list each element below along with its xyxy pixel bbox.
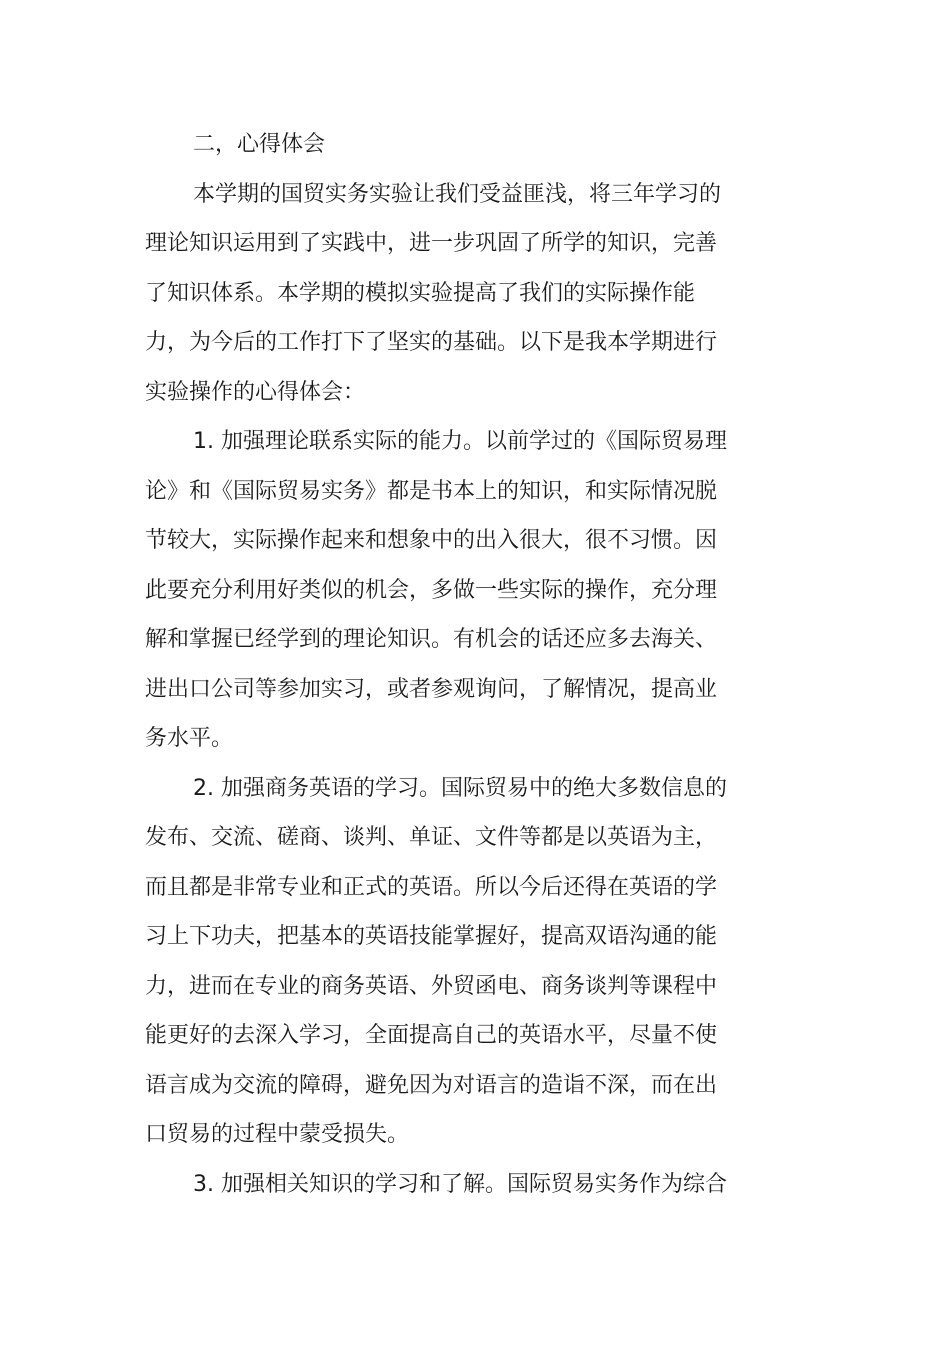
text-line: 能更好的去深入学习，全面提高自己的英语水平，尽量不使 — [145, 1023, 718, 1048]
text-line: 而且都是非常专业和正式的英语。所以今后还得在英语的学 — [145, 874, 718, 900]
text-line: 论》和《国际贸易实务》都是书本上的知识，和实际情况脱 — [145, 478, 718, 504]
text-lines — [145, 170, 755, 1210]
text-line: 实验操作的心得体会： — [145, 379, 366, 405]
text-line: 此要充分利用好类似的机会，多做一些实际的操作，充分理 — [145, 577, 718, 603]
text-line: 2. 加强商务英语的学习。国际贸易中的绝大多数信息的 — [193, 775, 727, 801]
text-line: 1. 加强理论联系实际的能力。以前学过的《国际贸易理 — [193, 429, 727, 454]
text-line: 本学期的国贸实务实验让我们受益匪浅，将三年学习的 — [193, 181, 722, 207]
text-line: 务水平。 — [145, 726, 234, 751]
text-line: 进出口公司等参加实习，或者参观询问，了解情况，提高业 — [145, 676, 718, 702]
text-line: 力，为今后的工作打下了坚实的基础。以下是我本学期进行 — [145, 330, 718, 355]
text-line: 力，进而在专业的商务英语、外贸函电、商务谈判等课程中 — [145, 973, 718, 999]
text-line: 节较大，实际操作起来和想象中的出入很大，很不习惯。因 — [145, 528, 718, 553]
text-line: 3. 加强相关知识的学习和了解。国际贸易实务作为综合 — [193, 1171, 727, 1197]
section-heading: 二，心得体会 — [193, 132, 326, 157]
text-line: 语言成为交流的障碍，避免因为对语言的造诣不深，而在出 — [145, 1072, 718, 1098]
text-line: 解和掌握已经学到的理论知识。有机会的话还应多去海关、 — [145, 627, 718, 652]
text-line: 发布、交流、磋商、谈判、单证、文件等都是以英语为主， — [145, 825, 718, 850]
text-line: 口贸易的过程中蒙受损失。 — [145, 1122, 410, 1147]
text-line: 了知识体系。本学期的模拟实验提高了我们的实际操作能 — [145, 280, 696, 306]
text-line: 习上下功夫，把基本的英语技能掌握好，提高双语沟通的能 — [145, 924, 718, 949]
document-body — [145, 120, 755, 1209]
text-line: 理论知识运用到了实践中，进一步巩固了所学的知识，完善 — [145, 231, 718, 256]
